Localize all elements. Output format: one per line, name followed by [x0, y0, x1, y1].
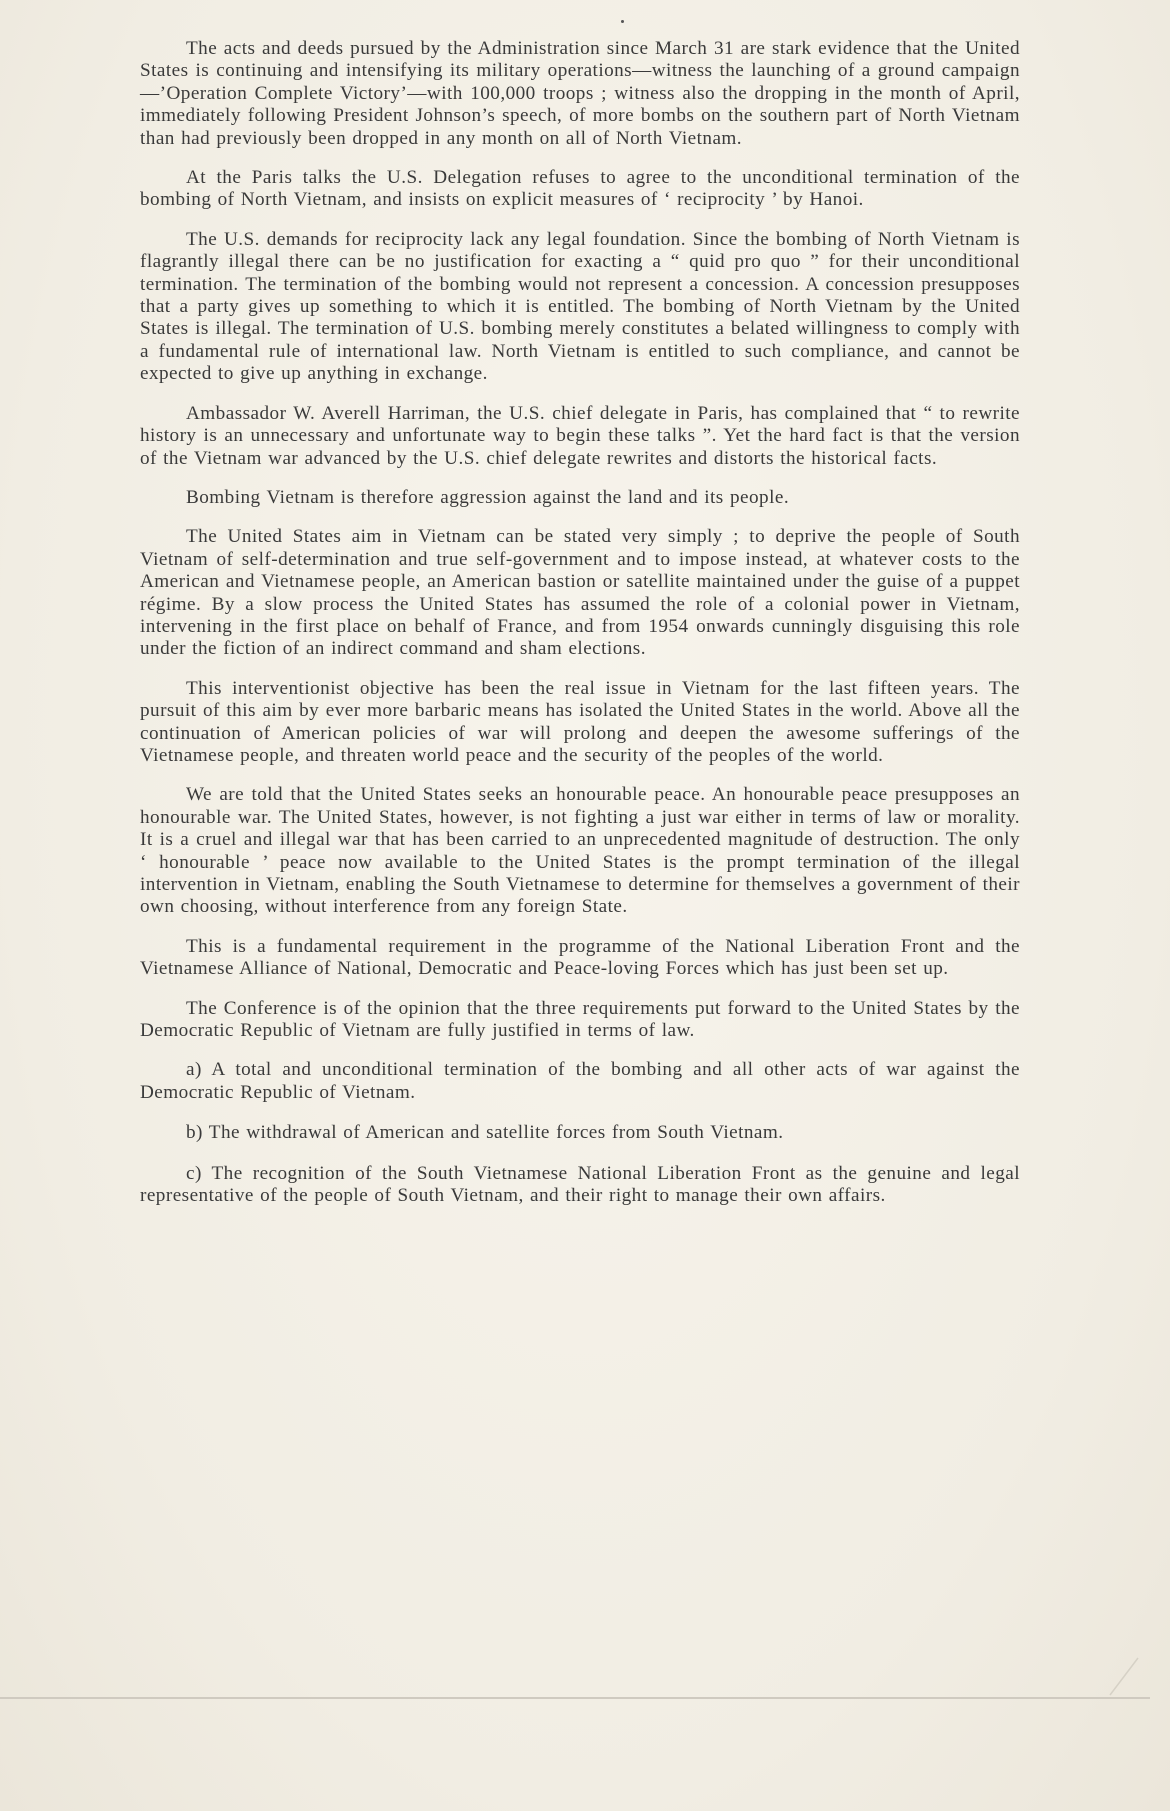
- document-body: [140, 38, 1020, 1225]
- bottom-fold-line: [0, 1697, 1150, 1699]
- paragraph-conference-opinion: The Conference is of the opinion that the three requirements put forward to the United States by the Democratic Republic of Vietnam are fully justified in terms of law.: [140, 997, 1020, 1042]
- corner-pencil-mark: [1100, 1650, 1150, 1700]
- paragraph-aggression: Bombing Vietnam is therefore aggression against the land and its people.: [186, 486, 790, 508]
- paragraph-nlf-programme: This is a fundamental requirement in the programme of the National Liberation Front and the Vietnamese Alliance of National, Democratic and Peace-loving Forces which has just been set up.: [140, 935, 1020, 980]
- requirement-a: a) A total and unconditional termination of the bombing and all other acts of war against the Democratic Republic of Vietnam.: [140, 1059, 1020, 1103]
- paragraph-us-aim: The United States aim in Vietnam can be stated very simply ; to deprive the people of South Vietnam of self-determination and true self-government and to impose instead, at whatever costs to the American and Vietnamese people, an American bastion or satellite maintained under the guise of a puppet régime. By a slow process the United States has assumed the role of a colonial power in Vietnam, intervening in the first place on behalf of France, and from 1954 onwards cunningly disguising this role under the fiction of an indirect command and sham elections.: [140, 526, 1020, 660]
- paragraph-paris-talks: At the Paris talks the U.S. Delegation refuses to agree to the unconditional termination of the bombing of North Vietnam, and insists on explicit measures of ‘ reciprocity ’ by Hanoi.: [140, 167, 1020, 211]
- paragraph-reciprocity: The U.S. demands for reciprocity lack any legal foundation. Since the bombing of North Vietnam is flagrantly illegal there can be no justification for exacting a “ quid pro quo ” for their unconditional termination. The termination of the bombing would not represent a concession. A concession presupposes that a party gives up something to which it is entitled. The bombing of North Vietnam by the United States is illegal. The termination of U.S. bombing merely constitutes a belated willingness to comply with a fundamental rule of international law. North Vietnam is entitled to such compliance, and cannot be expected to give up anything in exchange.: [140, 228, 1020, 385]
- paragraph-harriman: Ambassador W. Averell Harriman, the U.S. chief delegate in Paris, has complained that “ to rewrite history is an unnecessary and unfortunate way to begin these talks ”. Yet the hard fact is that the version of the Vietnam war advanced by the U.S. chief delegate rewrites and distorts the historical facts.: [140, 402, 1020, 469]
- paper-speck: [621, 20, 624, 23]
- paragraph-interventionist: This interventionist objective has been the real issue in Vietnam for the last fifteen years. The pursuit of this aim by ever more barbaric means has isolated the United States in the world. Above all the continuation of American policies of war will prolong and deepen the awesome sufferings of the Vietnamese people, and threaten world peace and the security of the peoples of the world.: [140, 677, 1020, 766]
- paragraph-honourable-peace: We are told that the United States seeks an honourable peace. An honourable peace presupposes an honourable war. The United States, however, is not fighting a just war either in terms of law or morality. It is a cruel and illegal war that has been carried to an unprecedented magnitude of destruction. The only ‘ honourable ’ peace now available to the United States is the prompt termination of the illegal intervention in Vietnam, enabling the South Vietnamese to determine for themselves a government of their own choosing, without interference from any foreign State.: [140, 784, 1020, 918]
- requirement-b: b) The withdrawal of American and satellite forces from South Vietnam.: [186, 1122, 784, 1144]
- paragraph-march-31: The acts and deeds pursued by the Administration since March 31 are stark evidence that the United States is continuing and intensifying its military operations—witness the launching of a ground campaign—’Operation Complete Victory’—with 100,000 troops ; witness also the dropping in the month of April, immediately following President Johnson’s speech, of more bombs on the southern part of North Vietnam than had previously been dropped in any month on all of North Vietnam.: [140, 38, 1020, 149]
- requirement-c: c) The recognition of the South Vietnamese National Liberation Front as the genuine and legal representative of the people of South Vietnam, and their right to manage their own affairs.: [140, 1162, 1020, 1207]
